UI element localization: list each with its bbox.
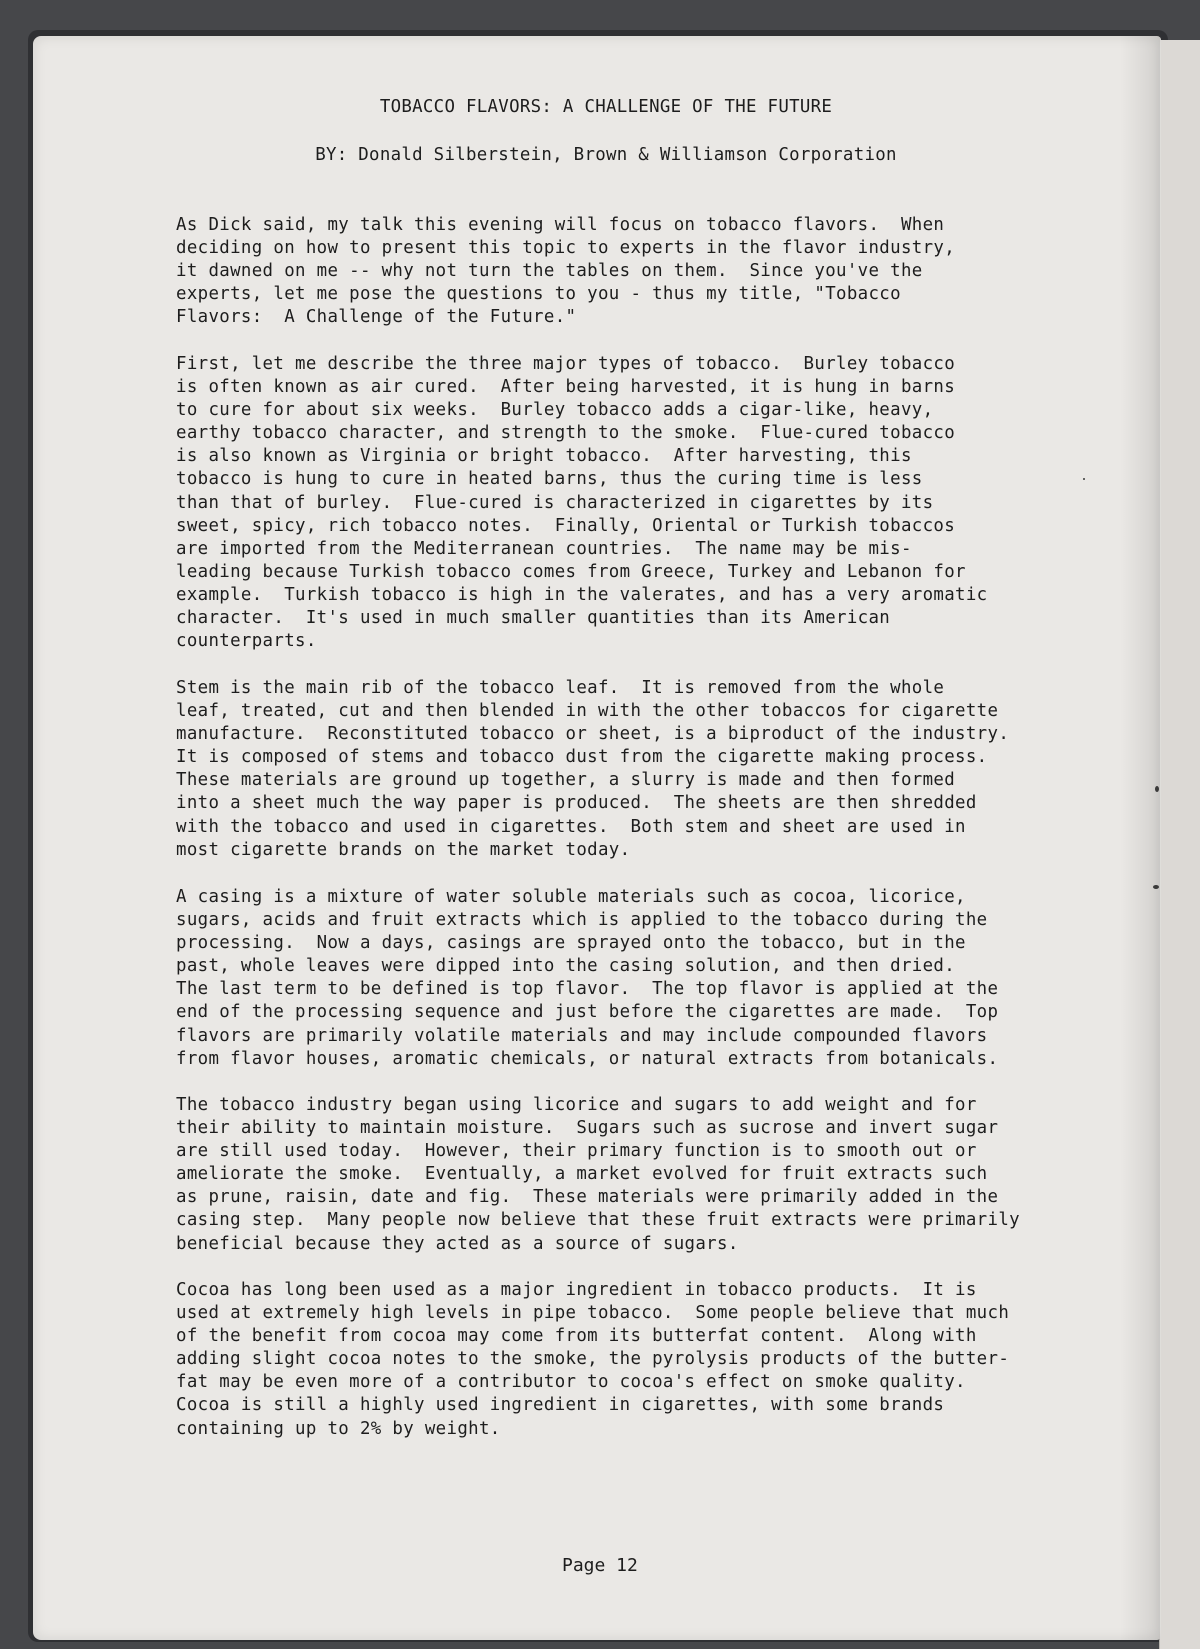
document-byline: BY: Donald Silberstein, Brown & Williamson Corporation <box>315 145 897 165</box>
paragraph-tobacco-types: First, let me describe the three major types of tobacco. Burley tobacco is often known as air cured. After being harvested, it is hung in barns to cure for about six weeks. Burley tobacco adds a cigar-like, heavy, earthy tobacco character, and strength to the smoke. Flue-cured tobacco is also known as Virginia or bright tobacco. After harvesting, this tobacco is hung to cure in heated barns, thus the curing time is less than that of burley. Flue-cured is characterized in cigarettes by its sweet, spicy, rich tobacco notes. Finally, Oriental or Turkish tobaccos are imported from the Mediterranean countries. The name may be mis- leading because Turkish tobacco comes from Greece, Turkey and Lebanon for example. Turkish tobacco is high in the valerates, and has a very aromatic character. It's used in much smaller quantities than its American counterparts. <box>176 354 988 652</box>
spine-shadow <box>1120 36 1160 1640</box>
next-page-edge <box>1159 40 1200 1649</box>
scan-speck <box>1153 885 1159 889</box>
paragraph-introduction: As Dick said, my talk this evening will focus on tobacco flavors. When deciding on how to present this topic to experts in the flavor industry, it dawned on me -- why not turn the tables on them. Since you've the experts, let me pose the questions to you - thus my title, "Tobacco Flavors: A Challenge of the Future." <box>176 215 956 328</box>
paragraph-stem-and-sheet: Stem is the main rib of the tobacco leaf. It is removed from the whole leaf, treated, cut and then blended in with the other tobaccos for cigarette manufacture. Reconstituted tobacco or sheet, is a biproduct of the industry. It is composed of stems and tobacco dust from the cigarette making process. These materials are ground up together, a slurry is made and then formed into a sheet much the way paper is produced. The sheets are then shredded with the tobacco and used in cigarettes. Both stem and sheet are used in most cigarette brands on the market today. <box>176 678 1010 860</box>
page-number: Page 12 <box>562 1555 638 1576</box>
scan-speck <box>1083 478 1085 480</box>
document-title: TOBACCO FLAVORS: A CHALLENGE OF THE FUTURE <box>379 97 833 117</box>
paragraph-cocoa: Cocoa has long been used as a major ingredient in tobacco products. It is used at extremely high levels in pipe tobacco. Some people believe that much of the benefit from cocoa may come from its butterfat content. Along with adding slight cocoa notes to the smoke, the pyrolysis products of the butter- fat may be even more of a contributor to cocoa's effect on smoke quality. Cocoa is still a highly used ingredient in cigarettes, with some brands containing up to 2% by weight. <box>176 1280 1010 1439</box>
paragraph-licorice-sugars: The tobacco industry began using licorice and sugars to add weight and for their ability to maintain moisture. Sugars such as sucrose and invert sugar are still used today. However, their primary function is to smooth out or ameliorate the smoke. Eventually, a market evolved for fruit extracts such as prune, raisin, date and fig. These materials were primarily added in the casing step. Many people now believe that these fruit extracts were primarily beneficial because they acted as a source of sugars. <box>176 1095 1020 1254</box>
paragraph-casing: A casing is a mixture of water soluble materials such as cocoa, licorice, sugars, acids and fruit extracts which is applied to the tobacco during the processing. Now a days, casings are sprayed onto the tobacco, but in the past, whole leaves were dipped into the casing solution, and then dried. The last term to be defined is top flavor. The top flavor is applied at the end of the processing sequence and just before the cigarettes are made. Top flavors are primarily volatile materials and may include compounded flavors from flavor houses, aromatic chemicals, or natural extracts from botanicals. <box>176 887 999 1069</box>
scan-speck <box>1155 786 1159 792</box>
